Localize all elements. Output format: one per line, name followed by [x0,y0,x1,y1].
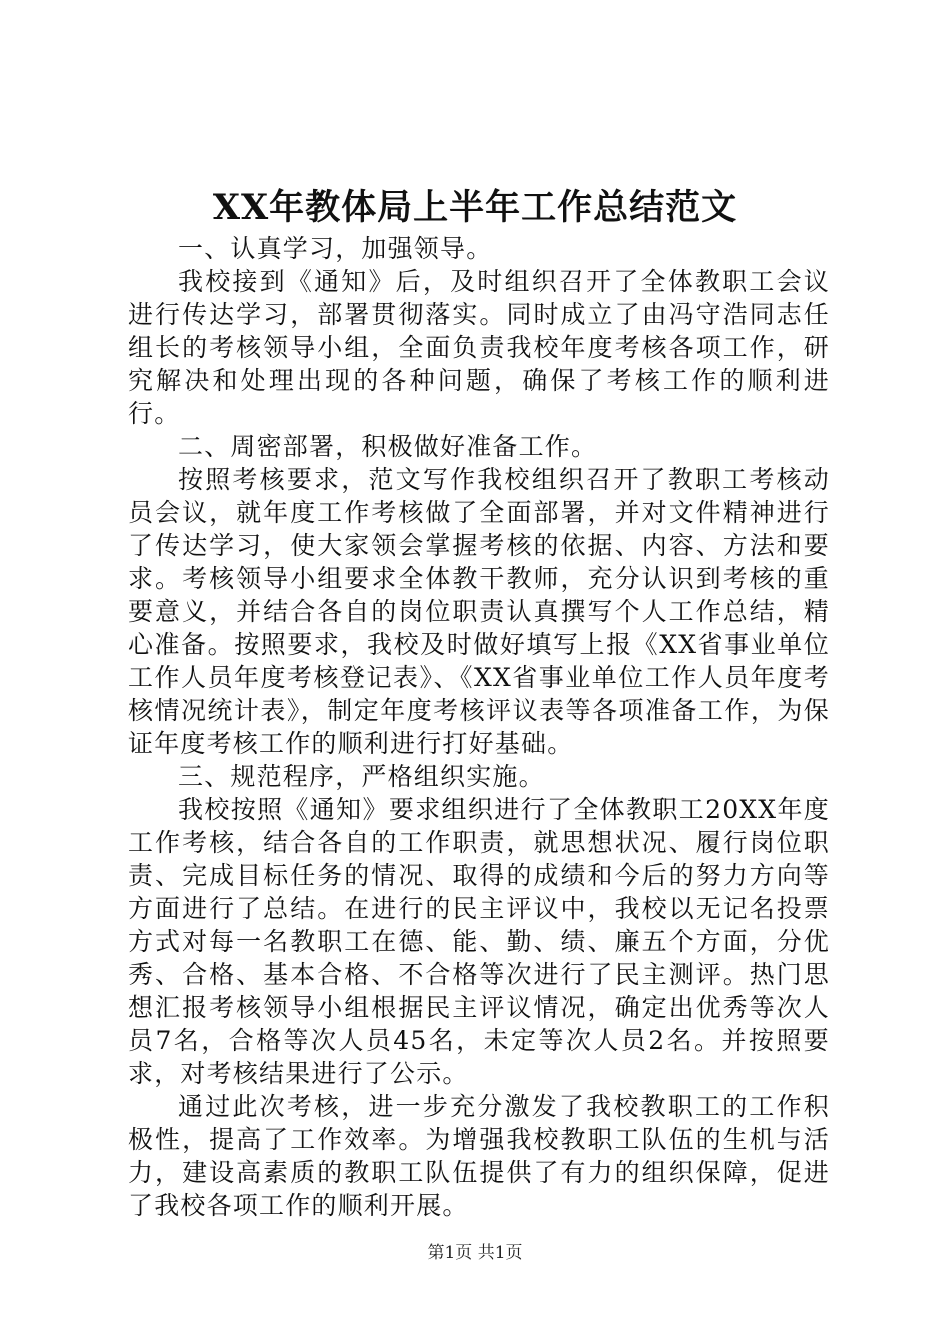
page-footer: 第1页 共1页 [427,1243,523,1263]
section-heading-3: 三、规范程序，严格组织实施。 [178,762,545,791]
paragraph-conclusion: 通过此次考核，进一步充分激发了我校教职工的工作积极性，提高了工作效率。为增强我校教职工队伍的生机与活力，建设高素质的教职工队伍提供了有力的组织保障，促进了我校各项工作的顺利开展。 [128,1092,830,1220]
document-body [128,232,830,1222]
paragraph-1: 我校接到《通知》后，及时组织召开了全体教职工会议进行传达学习，部署贯彻落实。同时成立了由冯守浩同志任组长的考核领导小组，全面负责我校年度考核各项工作，研究解决和处理出现的各种问题，确保了考核工作的顺利进行。 [128,267,830,428]
section-heading-2: 二、周密部署，积极做好准备工作。 [178,432,598,461]
paragraph-2: 按照考核要求，范文写作我校组织召开了教职工考核动员会议，就年度工作考核做了全面部署，并对文件精神进行了传达学习，使大家领会掌握考核的依据、内容、方法和要求。考核领导小组要求全体教干教师，充分认识到考核的重要意义，并结合各自的岗位职责认真撰写个人工作总结，精心准备。按照要求，我校及时做好填写上报《XX省事业单位工作人员年度考核登记表》、《XX省事业单位工作人员年度考核情况统计表》，制定年度考核评议表等各项准备工作，为保证年度考核工作的顺利进行打好基础。 [128,465,830,758]
document-title: XX年教体局上半年工作总结范文 [212,187,738,228]
paragraph-3: 我校按照《通知》要求组织进行了全体教职工20XX年度工作考核，结合各自的工作职责，就思想状况、履行岗位职责、完成目标任务的情况、取得的成绩和今后的努力方向等方面进行了总结。在进行的民主评议中，我校以无记名投票方式对每一名教职工在德、能、勤、绩、廉五个方面，分优秀、合格、基本合格、不合格等次进行了民主测评。热门思想汇报考核领导小组根据民主评议情况，确定出优秀等次人员7名，合格等次人员45名，未定等次人员2名。并按照要求，对考核结果进行了公示。 [128,795,830,1088]
section-heading-1: 一、认真学习，加强领导。 [178,234,493,263]
